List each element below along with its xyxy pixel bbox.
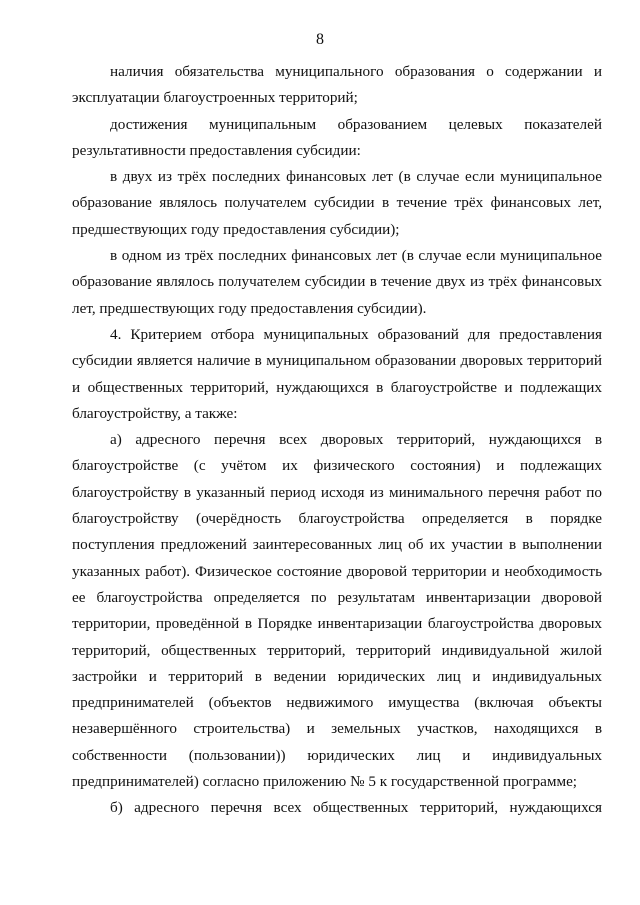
paragraph-item-b-public-list: б) адресного перечня всех общественных территорий, нуждающихся bbox=[110, 799, 602, 817]
paragraph-two-of-three-years: в двух из трёх последних финансовых лет (в случае если муниципальное образование являлось получателем субсидии в течение трёх финансовых лет, предшествующих году предоставления субсидии); bbox=[72, 168, 602, 238]
document-body bbox=[72, 59, 602, 822]
paragraph-target-indicators: достижения муниципальным образованием целевых показателей результативности предоставления субсидии: bbox=[72, 115, 602, 159]
paragraph-item-a-courtyard-list: а) адресного перечня всех дворовых территорий, нуждающихся в благоустройстве (с учётом их физического состояния) и подлежащих благоустройству в указанный период исходя из минимального перечня работ по благоустройству (очерёдность благоустройства определяется в порядке поступления предложений заинтересованных лиц об их участии в выполнении указанных работ). Физическое состояние дворовой территории и необходимость ее благоустройства определяется по результатам инвентаризации дворовой территории, проведённой в Порядке инвентаризации благоустройства дворовых территорий, общественных территорий, территорий индивидуальной жилой застройки и территорий в ведении юридических лиц и индивидуальных предпринимателей (объектов недвижимого имущества (включая объекты незавершённого строительства) и земельных участков, находящихся в собственности (пользовании)) юридических лиц и индивидуальных предпринимателей) согласно приложению № 5 к государственной программе; bbox=[72, 431, 602, 791]
paragraph-selection-criterion: 4. Критерием отбора муниципальных образований для предоставления субсидии является наличие в муниципальном образовании дворовых территорий и общественных территорий, нуждающихся в благоустройстве и подлежащих благоустройству, а также: bbox=[72, 325, 602, 422]
paragraph-obligation-maintenance: наличия обязательства муниципального образования о содержании и эксплуатации благоустроенных территорий; bbox=[72, 63, 602, 107]
page-number: 8 bbox=[316, 31, 324, 48]
paragraph-one-of-three-years: в одном из трёх последних финансовых лет (в случае если муниципальное образование являлось получателем субсидии в течение двух из трёх финансовых лет, предшествующих году предоставления субсидии). bbox=[72, 247, 602, 317]
